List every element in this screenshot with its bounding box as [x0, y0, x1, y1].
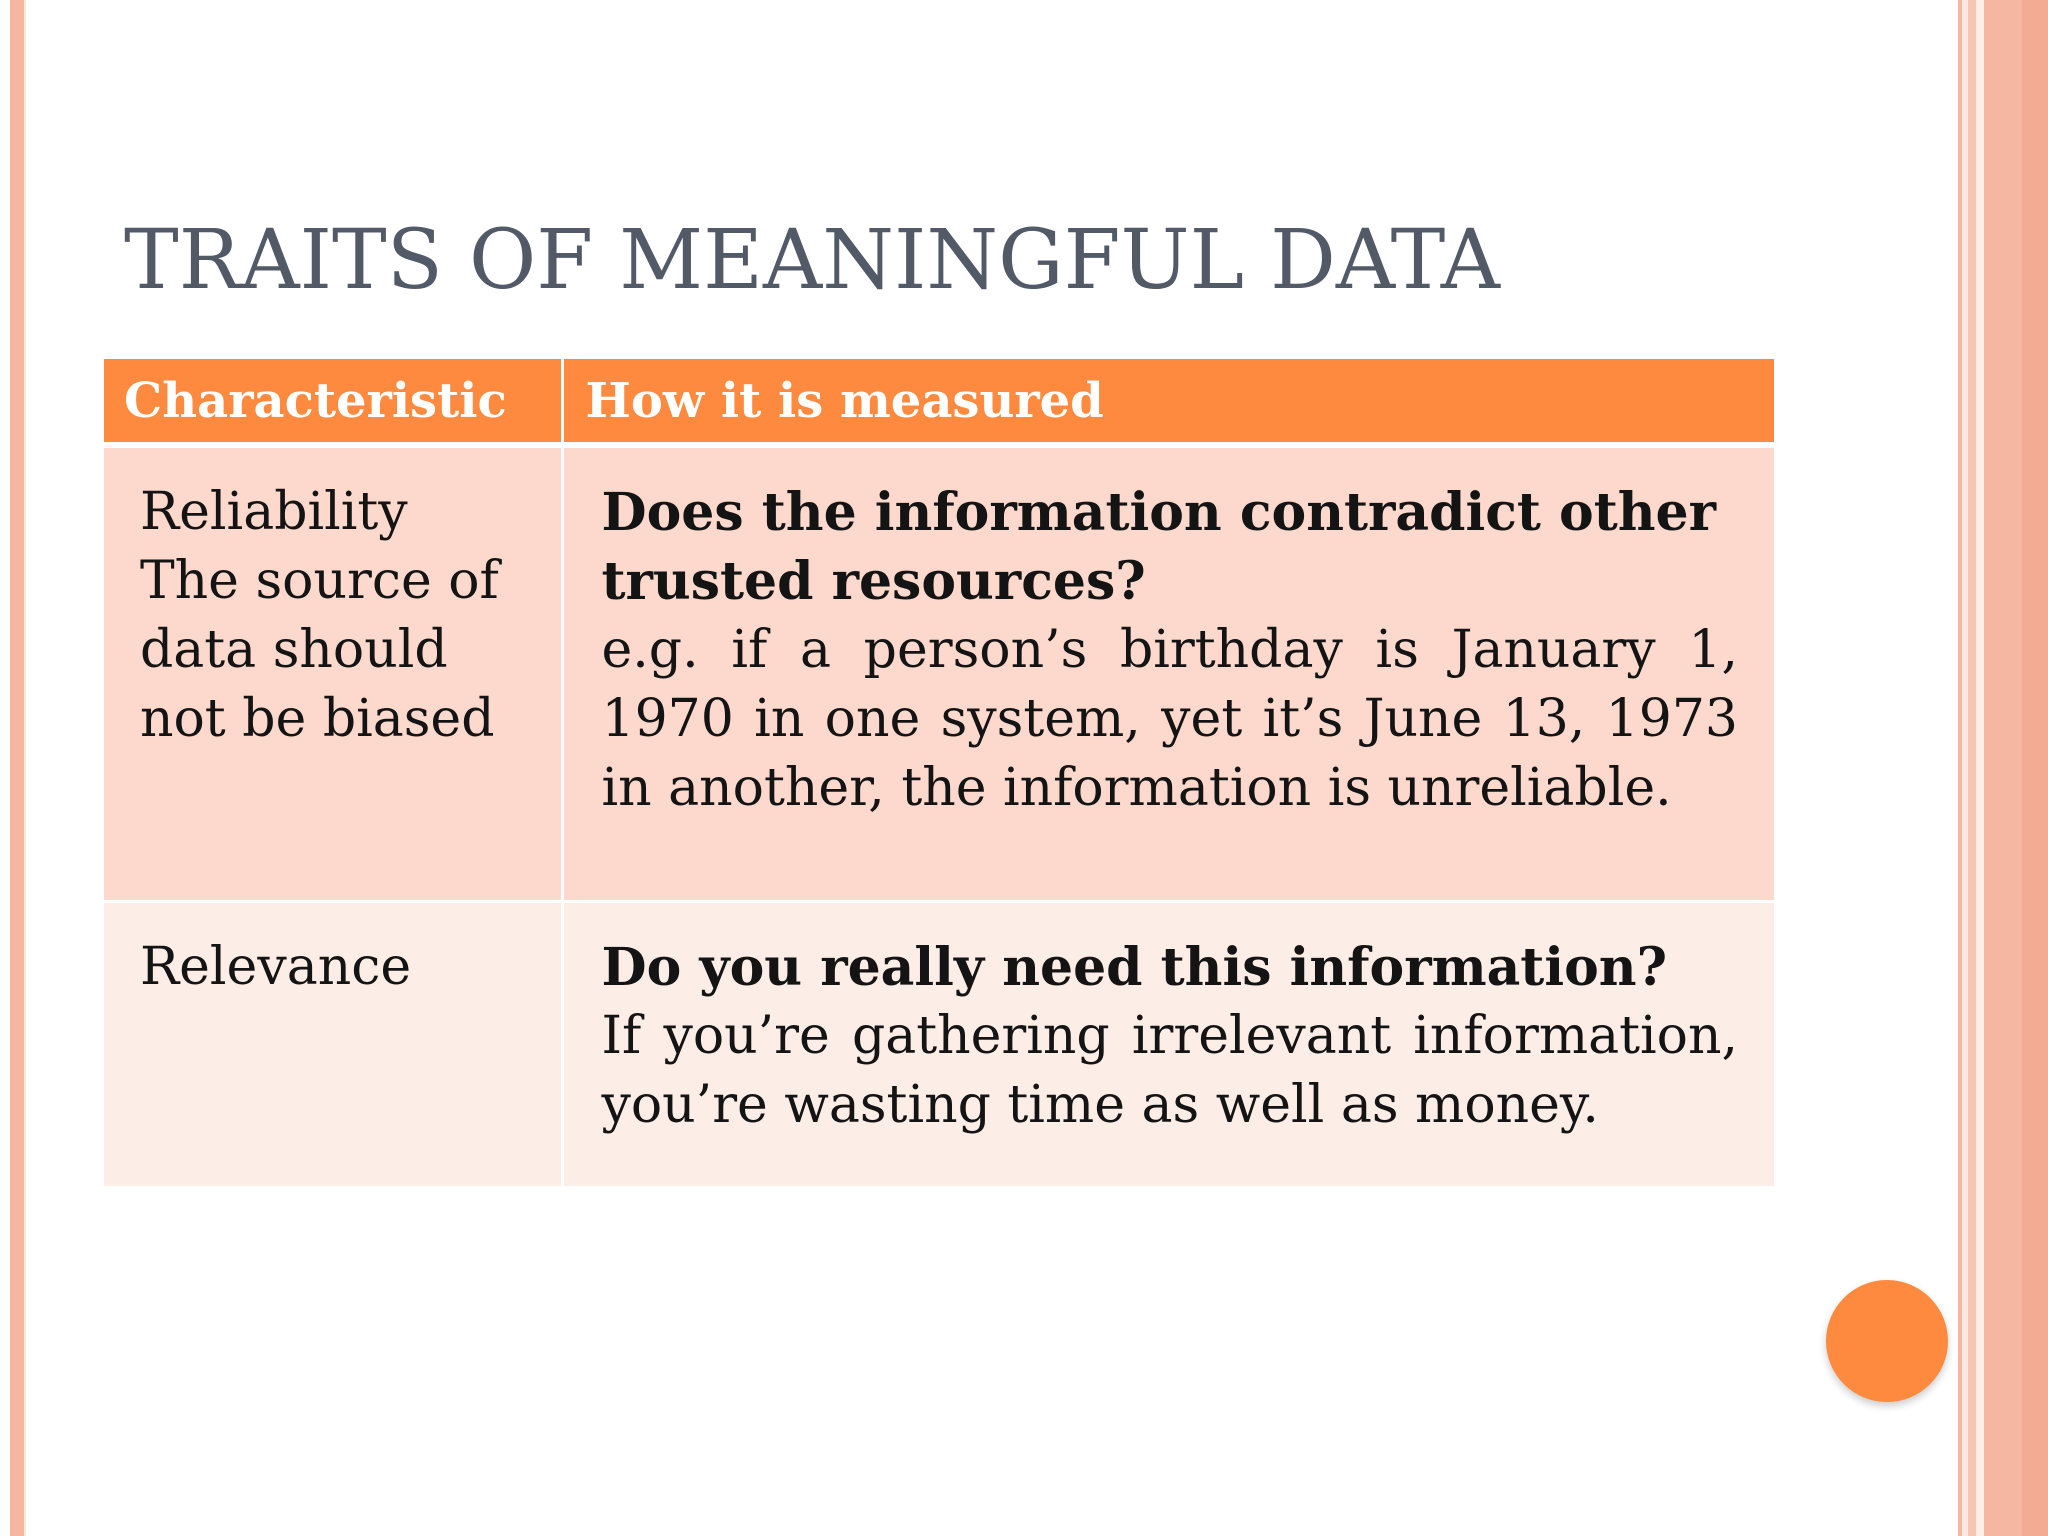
relevance-measure-cell: [562, 901, 1774, 1186]
relevance-characteristic-cell: [104, 901, 562, 1186]
relevance-explanation: If you’re gathering irrelevant information, you’re wasting time as well as money.: [601, 1005, 1738, 1135]
decorative-orange-circle: [1826, 1280, 1948, 1402]
right-border-stripe-wide: [1984, 0, 2022, 1536]
table-header-row: [104, 359, 1774, 445]
right-border-stripe-mid: [1968, 0, 1976, 1536]
table-row-relevance: [104, 901, 1774, 1186]
relevance-label: Relevance: [140, 936, 412, 997]
reliability-description-line: The source of: [140, 551, 499, 611]
reliability-label: Reliability: [140, 482, 408, 542]
reliability-description-line: not be biased: [140, 689, 495, 749]
relevance-question: Do you really need this information?: [601, 936, 1668, 998]
slide-title: TRAITS OF MEANINGFUL DATA: [124, 213, 1501, 308]
reliability-description-line: data should: [140, 620, 448, 680]
left-border-stripe: [10, 0, 24, 1536]
traits-table: [104, 359, 1774, 1186]
reliability-characteristic-cell: [104, 445, 562, 901]
reliability-measure-cell: [562, 445, 1774, 901]
table-row-reliability: [104, 445, 1774, 901]
header-how-measured: How it is measured: [562, 359, 1774, 445]
left-border-stripe-thin: [24, 0, 26, 1536]
reliability-question: Does the information contradict other trusted resources?: [601, 482, 1716, 612]
right-border-stripe-edge: [2022, 0, 2048, 1536]
header-characteristic: Characteristic: [104, 359, 562, 445]
reliability-explanation: e.g. if a person’s birthday is January 1, 1970 in one system, yet it’s June 13, 1973 in another, the information is unreliable.: [601, 620, 1738, 818]
right-border-stripe-light: [1976, 0, 1984, 1536]
